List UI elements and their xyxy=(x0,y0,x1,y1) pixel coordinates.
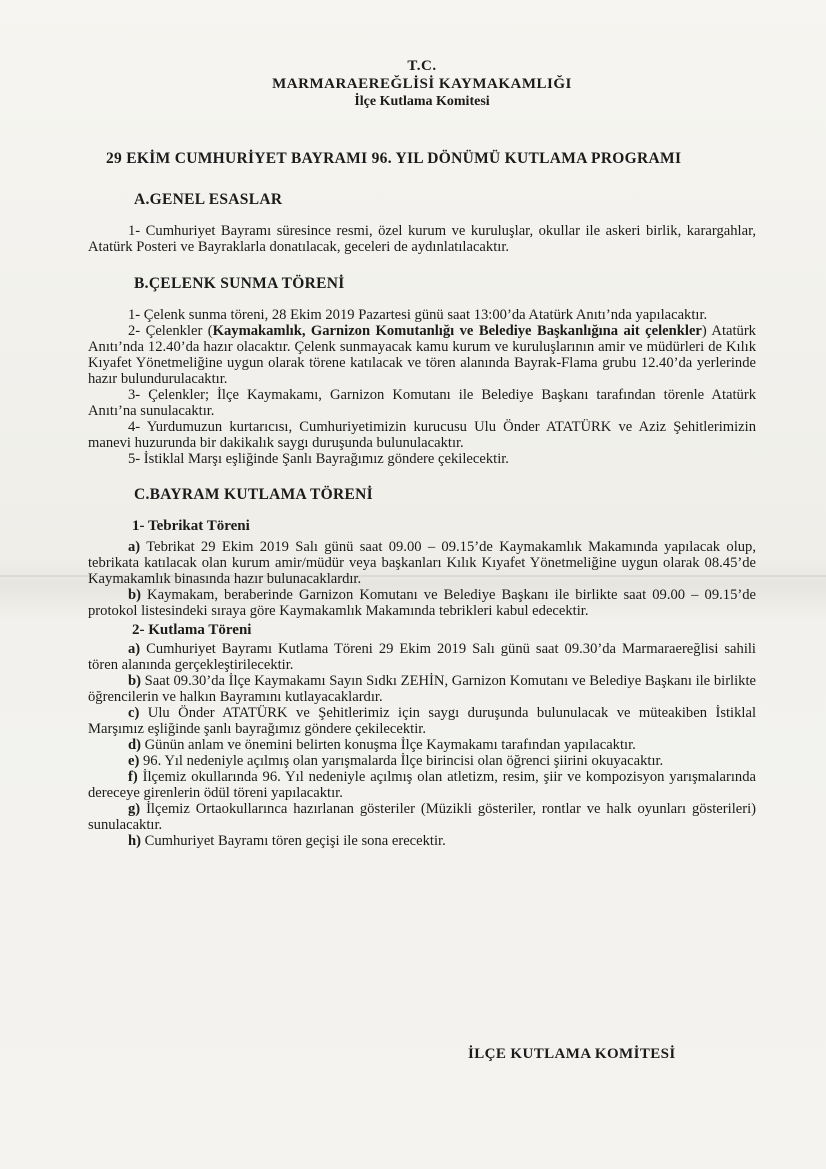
section-c-sub1-item-a xyxy=(88,539,756,587)
item-text: 96. Yıl nedeniyle açılmış olan yarışmalarda İlçe birincisi olan öğrenci şiirini okuyacaktır. xyxy=(139,753,664,769)
section-b-item-2 xyxy=(88,323,756,387)
section-c-sub2-item-c xyxy=(88,705,756,737)
item-text: Tebrikat 29 Ekim 2019 Salı günü saat 09.00 – 09.15’de Kaymakamlık Makamında yapılacak olup, tebrikata katılacak olan kurum amir/müdür veya başkanları Kılık Kıyafet Yönetmeliğine uygun olarak 08.45’de Kaymakamlık binasında hazır bulunacaklardır. xyxy=(88,539,756,587)
item-text: Cumhuriyet Bayramı tören geçişi ile sona erecektir. xyxy=(140,833,446,849)
section-b-item-4: 4- Yurdumuzun kurtarıcısı, Cumhuriyetimizin kurucusu Ulu Önder ATATÜRK ve Aziz Şehitlerimizin manevi huzurunda bir dakikalık saygı duruşunda bulunulacaktır. xyxy=(88,419,756,451)
section-c-sub2-item-d xyxy=(88,737,756,753)
header-tc: T.C. xyxy=(407,58,437,74)
section-b-item-2-bold: Kaymakamlık, Garnizon Komutanlığı ve Belediye Başkanlığına ait çelenkler xyxy=(212,323,702,339)
item-text: Cumhuriyet Bayramı Kutlama Töreni 29 Ekim 2019 Salı günü saat 09.30’da Marmaraereğlisi sahili tören alanında gerçekleştirilecektir. xyxy=(88,641,756,673)
header-institution: MARMARAEREĞLİSİ KAYMAKAMLIĞI xyxy=(272,76,572,92)
section-c-sub1-heading: 1- Tebrikat Töreni xyxy=(132,518,250,534)
item-text: Saat 09.30’da İlçe Kaymakamı Sayın Sıdkı ZEHİN, Garnizon Komutanı ve Belediye Başkanı ile birlikte öğrencilerin ve halkın Bayramını kutlayacaklardır. xyxy=(88,673,756,705)
header-committee: İlçe Kutlama Komitesi xyxy=(354,94,490,109)
item-label: c) xyxy=(128,705,140,721)
item-label: b) xyxy=(128,587,141,603)
section-c-sub1-item-b xyxy=(88,587,756,619)
section-c-sub2-item-f xyxy=(88,769,756,801)
section-b-item-3: 3- Çelenkler; İlçe Kaymakamı, Garnizon Komutanı ile Belediye Başkanı tarafından törenle Atatürk Anıtı’na sunulacaktır. xyxy=(88,387,756,419)
item-text: İlçemiz Ortaokullarınca hazırlanan gösteriler (Müzikli gösteriler, rontlar ve halk oyunları gösterileri) sunulacaktır. xyxy=(88,801,756,833)
section-a-item-1: 1- Cumhuriyet Bayramı süresince resmi, özel kurum ve kuruluşlar, okullar ile askeri birlik, karargahlar, Atatürk Posteri ve Bayraklarla donatılacak, geceleri de aydınlatılacaktır. xyxy=(88,223,756,255)
item-label: h) xyxy=(128,833,141,849)
program-title: 29 EKİM CUMHURİYET BAYRAMI 96. YIL DÖNÜMÜ KUTLAMA PROGRAMI xyxy=(106,150,682,167)
item-label: a) xyxy=(128,539,141,555)
section-b-item-2-rest: ) Atatürk Anıtı’nda 12.40’da hazır olacaktır. Çelenk sunmayacak kamu kurum ve kuruluşlarının amir ve müdürleri de Kılık Kıyafet Yönetmeliğine uygun olarak törene katılacak ve tören alanında Bayrak-Flama grubu 12.40’da yerlerinde hazır bulundurulacaktır. xyxy=(88,323,756,387)
item-label: f) xyxy=(128,769,138,785)
section-b-item-2-prefix: 2- Çelenkler ( xyxy=(128,323,213,339)
item-label: d) xyxy=(128,737,141,753)
item-text: Günün anlam ve önemini belirten konuşma İlçe Kaymakamı tarafından yapılacaktır. xyxy=(140,737,636,753)
section-b-heading: B.ÇELENK SUNMA TÖRENİ xyxy=(134,275,345,292)
section-b-item-5: 5- İstiklal Marşı eşliğinde Şanlı Bayrağımız göndere çekilecektir. xyxy=(128,451,509,467)
signature-committee: İLÇE KUTLAMA KOMİTESİ xyxy=(468,1046,676,1062)
item-text: İlçemiz okullarında 96. Yıl nedeniyle açılmış olan atletizm, resim, şiir ve kompozisyon yarışmalarında dereceye girenlerin ödül töreni yapılacaktır. xyxy=(88,769,756,801)
section-b-item-1: 1- Çelenk sunma töreni, 28 Ekim 2019 Pazartesi günü saat 13:00’da Atatürk Anıtı’nda yapılacaktır. xyxy=(128,307,708,323)
item-text: Ulu Önder ATATÜRK ve Şehitlerimiz için saygı duruşunda bulunulacak ve müteakiben İstiklal Marşımız eşliğinde şanlı bayrağımız göndere çekilecektir. xyxy=(88,705,756,737)
item-label: a) xyxy=(128,641,141,657)
section-a-heading: A.GENEL ESASLAR xyxy=(134,191,283,208)
item-label: g) xyxy=(128,801,141,817)
section-c-heading: C.BAYRAM KUTLAMA TÖRENİ xyxy=(134,486,373,503)
section-c-sub2-item-h xyxy=(88,833,756,849)
section-c-sub2-item-g xyxy=(88,801,756,833)
item-label: b) xyxy=(128,673,141,689)
section-c-sub2-item-b xyxy=(88,673,756,705)
section-c-sub2-heading: 2- Kutlama Töreni xyxy=(132,622,252,638)
document-body xyxy=(88,58,756,849)
section-c-sub2-item-a xyxy=(88,641,756,673)
item-text: Kaymakam, beraberinde Garnizon Komutanı ve Belediye Başkanı ile birlikte saat 09.00 – 09.15’de protokol listesindeki sıraya göre Kaymakamlık Makamında tebrikleri kabul edecektir. xyxy=(88,587,756,619)
item-label: e) xyxy=(128,753,140,769)
section-c-sub2-item-e xyxy=(88,753,756,769)
